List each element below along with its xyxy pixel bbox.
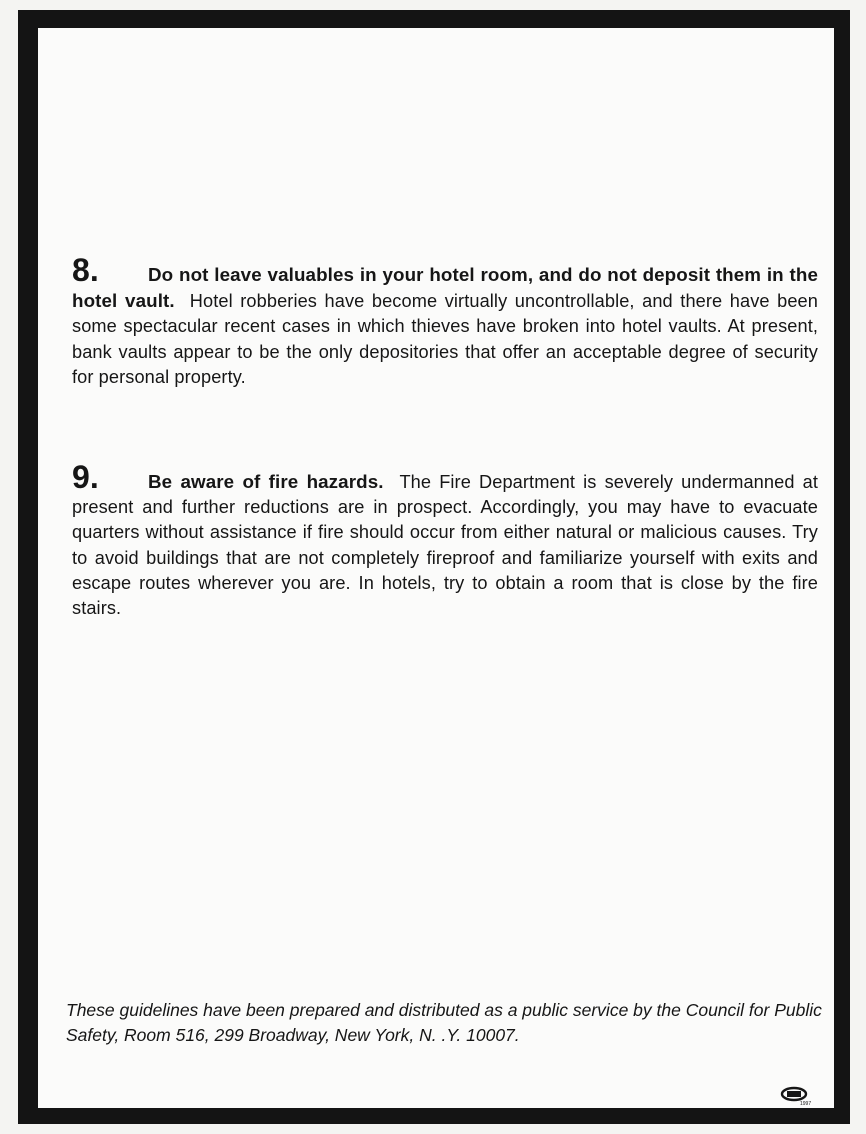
item-body: The Fire Department is severely undermanned at present and further reductions are in prospect. Accordingly, you may have to evacuate quarters without assistance if fire should occur from either natural or malicious causes. Try to avoid buildings that are not completely fireproof and familiarize yourself with exits and escape routes wherever you are. In hotels, try to obtain a room that is close by the fire stairs.: [72, 472, 818, 619]
footer-note: These guidelines have been prepared and distributed as a public service by the Council for Public Safety, Room 516, 299 Broadway, New York, N. .Y. 10007.: [66, 1000, 822, 1045]
guideline-item-8: [72, 252, 818, 390]
guideline-item-9: [72, 459, 818, 621]
item-heading: Do not leave valuables in your hotel room, and do not deposit them in the hotel vault.: [72, 264, 818, 312]
logo-label: 1997: [800, 1101, 812, 1106]
item-number: 9.: [72, 459, 99, 495]
item-body: Hotel robberies have become virtually uncontrollable, and there have been some spectacular recent cases in which thieves have broken into hotel vaults. At present, bank vaults appear to be the only depositories that offer an acceptable degree of security for personal property.: [72, 291, 818, 387]
union-bug-icon: [778, 1086, 818, 1106]
document-page: [18, 10, 850, 1124]
item-number: 8.: [72, 252, 99, 288]
item-heading: Be aware of fire hazards.: [148, 471, 384, 492]
